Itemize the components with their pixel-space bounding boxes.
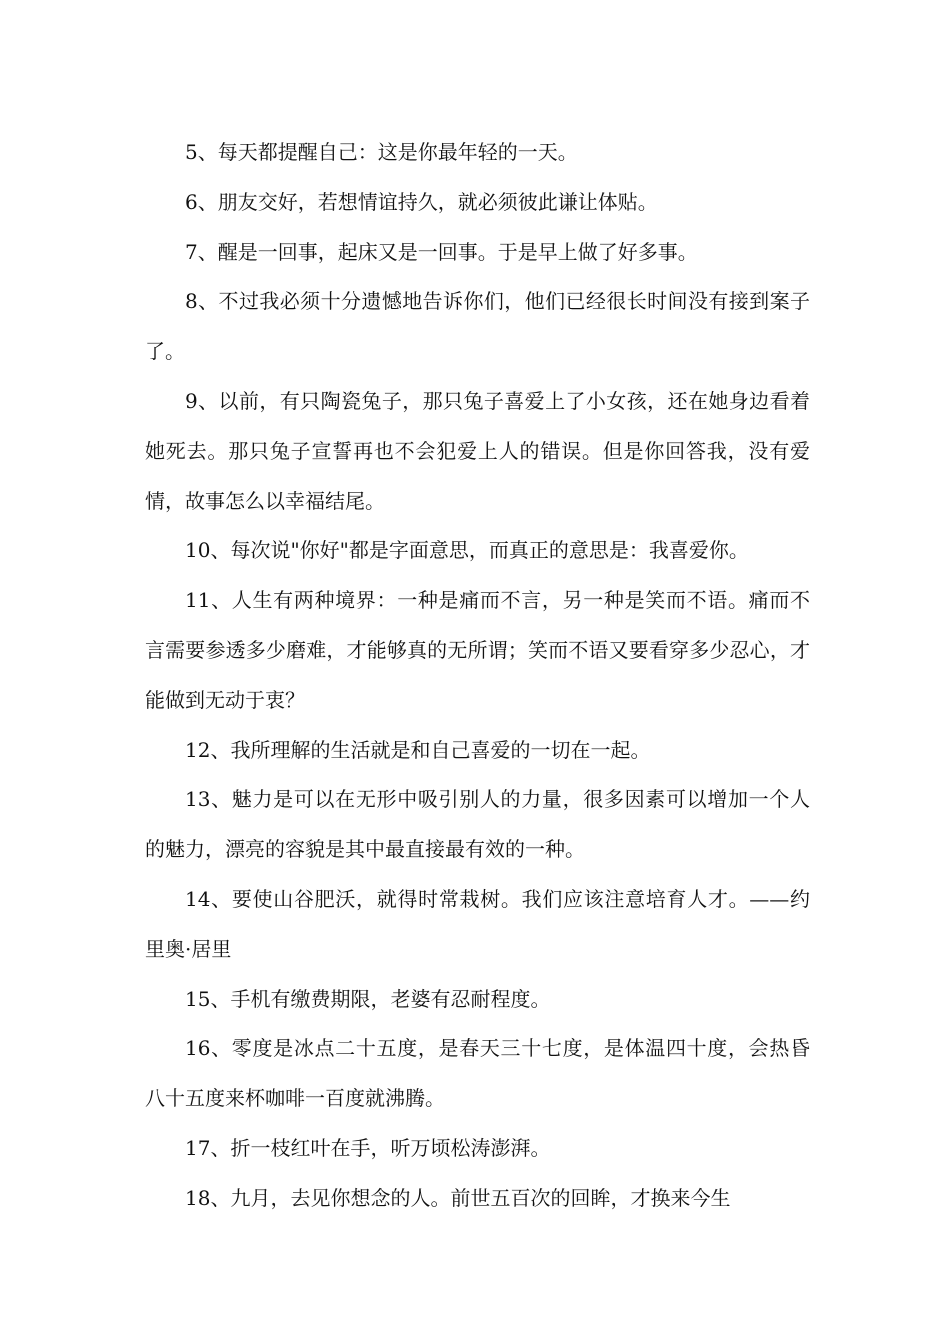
paragraph-6: 6、朋友交好，若想情谊持久，就必须彼此谦让体贴。 xyxy=(185,189,658,214)
paragraph-16: 16、零度是冰点二十五度，是春天三十七度，是体温四十度，会热昏八十五度来杯咖啡一百度就沸腾。 xyxy=(145,1036,810,1111)
paragraph-10: 10、每次说"你好"都是字面意思，而真正的意思是：我喜爱你。 xyxy=(185,538,749,563)
document-body xyxy=(145,128,810,1224)
paragraph-15: 15、手机有缴费期限，老婆有忍耐程度。 xyxy=(185,986,551,1011)
paragraph-5: 5、每天都提醒自己：这是你最年轻的一天。 xyxy=(185,140,578,164)
paragraph-8: 8、不过我必须十分遗憾地告诉你们，他们已经很长时间没有接到案子了。 xyxy=(145,289,810,364)
paragraph-18: 18、九月，去见你想念的人。前世五百次的回眸，才换来今生 xyxy=(185,1185,731,1210)
paragraph-9: 9、以前，有只陶瓷兔子，那只兔子喜爱上了小女孩，还在她身边看着她死去。那只兔子宣誓再也不会犯爱上人的错误。但是你回答我，没有爱情，故事怎么以幸福结尾。 xyxy=(145,388,810,513)
paragraph-11: 11、人生有两种境界：一种是痛而不言，另一种是笑而不语。痛而不言需要参透多少磨难，才能够真的无所谓；笑而不语又要看穿多少忍心，才能做到无动于衷？ xyxy=(145,588,810,712)
paragraph-14: 14、要使山谷肥沃，就得时常栽树。我们应该注意培育人才。——约里奥·居里 xyxy=(145,886,810,961)
paragraph-7: 7、醒是一回事，起床又是一回事。于是早上做了好多事。 xyxy=(185,239,698,264)
paragraph-12: 12、我所理解的生活就是和自己喜爱的一切在一起。 xyxy=(185,737,651,762)
paragraph-13: 13、魅力是可以在无形中吸引别人的力量，很多因素可以增加一个人的魅力，漂亮的容貌是其中最直接最有效的一种。 xyxy=(145,787,810,862)
paragraph-17: 17、折一枝红叶在手，听万顷松涛澎湃。 xyxy=(185,1135,551,1160)
